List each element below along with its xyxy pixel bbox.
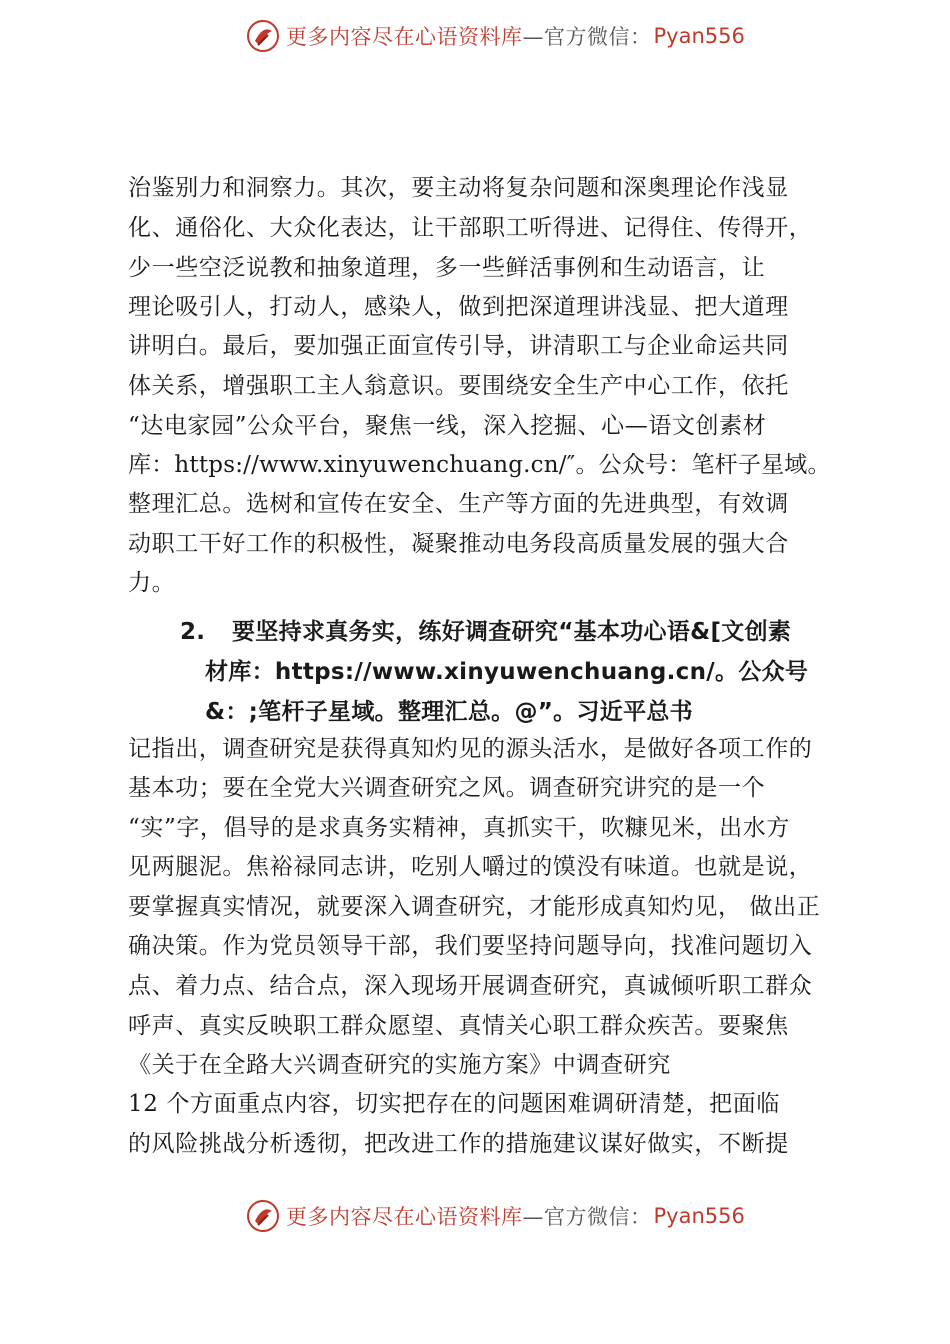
text-line: 记指出，调查研究是获得真知灼见的源头活水，是做好各项工作的 [128,736,813,762]
banner-wechat-id: Pyan556 [653,24,745,48]
heading-line: &：;笔杆子星域。整理汇总。@”。习近平总书 [205,699,693,725]
banner-prefix: 更多内容尽在心语资料库 [286,25,523,49]
text-line: 12 个方面重点内容，切实把存在的问题困难调研清楚，把面临 [128,1091,780,1117]
text-line: 化、通俗化、大众化表达，让干部职工听得进、记得住、传得开， [128,215,813,241]
text-line: 动职工干好工作的积极性，凝聚推动电务段高质量发展的强大合 [128,531,789,557]
text-line: 理论吸引人，打动人，感染人，做到把深道理讲浅显、把大道理 [128,294,789,320]
banner-prefix: 更多内容尽在心语资料库 [286,1205,523,1229]
text-line: 要掌握真实情况，就要深入调查研究，才能形成真知灼见， 做出正 [128,894,821,920]
text-line: 体关系，增强职工主人翁意识。要围绕安全生产中心工作，依托 [128,373,789,399]
text-line: 呼声、真实反映职工群众愿望、真情关心职工群众疾苦。要聚焦 [128,1013,789,1039]
text-line: 的风险挑战分析透彻，把改进工作的措施建议谋好做实，不断提 [128,1131,789,1157]
text-line: “实”字，倡导的是求真务实精神，真抓实干，吹糠见米，出水方 [128,815,790,841]
banner-wechat-id: Pyan556 [653,1204,745,1228]
banner-middle: —官方微信： [522,25,652,49]
text-line: “达电家园”公众平台，聚焦一线，深入挖掘、心—语文创素材 [128,413,767,439]
logo-icon [246,1199,280,1233]
text-line: 见两腿泥。焦裕禄同志讲，吃别人嚼过的馍没有味道。也就是说， [128,854,813,880]
heading-line: 材库：https://www.xinyuwenchuang.cn/。公众号 [205,659,809,685]
text-line: 点、着力点、结合点，深入现场开展调查研究，真诚倾听职工群众 [128,973,813,999]
text-line: 整理汇总。选树和宣传在安全、生产等方面的先进典型，有效调 [128,491,789,517]
header-banner [246,16,745,56]
text-line: 库：https://www.xinyuwenchuang.cn/″。公众号：笔杆子星域。 [128,452,831,478]
footer-banner [246,1196,745,1236]
heading-number: 2. [180,619,206,645]
text-line: 确决策。作为党员领导干部，我们要坚持问题导向，找准问题切入 [128,933,813,959]
text-line: 力。 [128,570,176,596]
text-line: 讲明白。最后，要加强正面宣传引导，讲清职工与企业命运共同 [128,333,789,359]
text-line: 《关于在全路大兴调查研究的实施方案》中调查研究 [128,1052,671,1078]
banner-middle: —官方微信： [522,1205,652,1229]
heading-line: 要坚持求真务实，练好调查研究“基本功心语&[文创素 [232,619,792,645]
text-line: 基本功；要在全党大兴调查研究之风。调查研究讲究的是一个 [128,775,766,801]
logo-icon [246,19,280,53]
text-line: 治鉴别力和洞察力。其次，要主动将复杂问题和深奥理论作浅显 [128,175,789,201]
text-line: 少一些空泛说教和抽象道理，多一些鲜活事例和生动语言，让 [128,255,766,281]
